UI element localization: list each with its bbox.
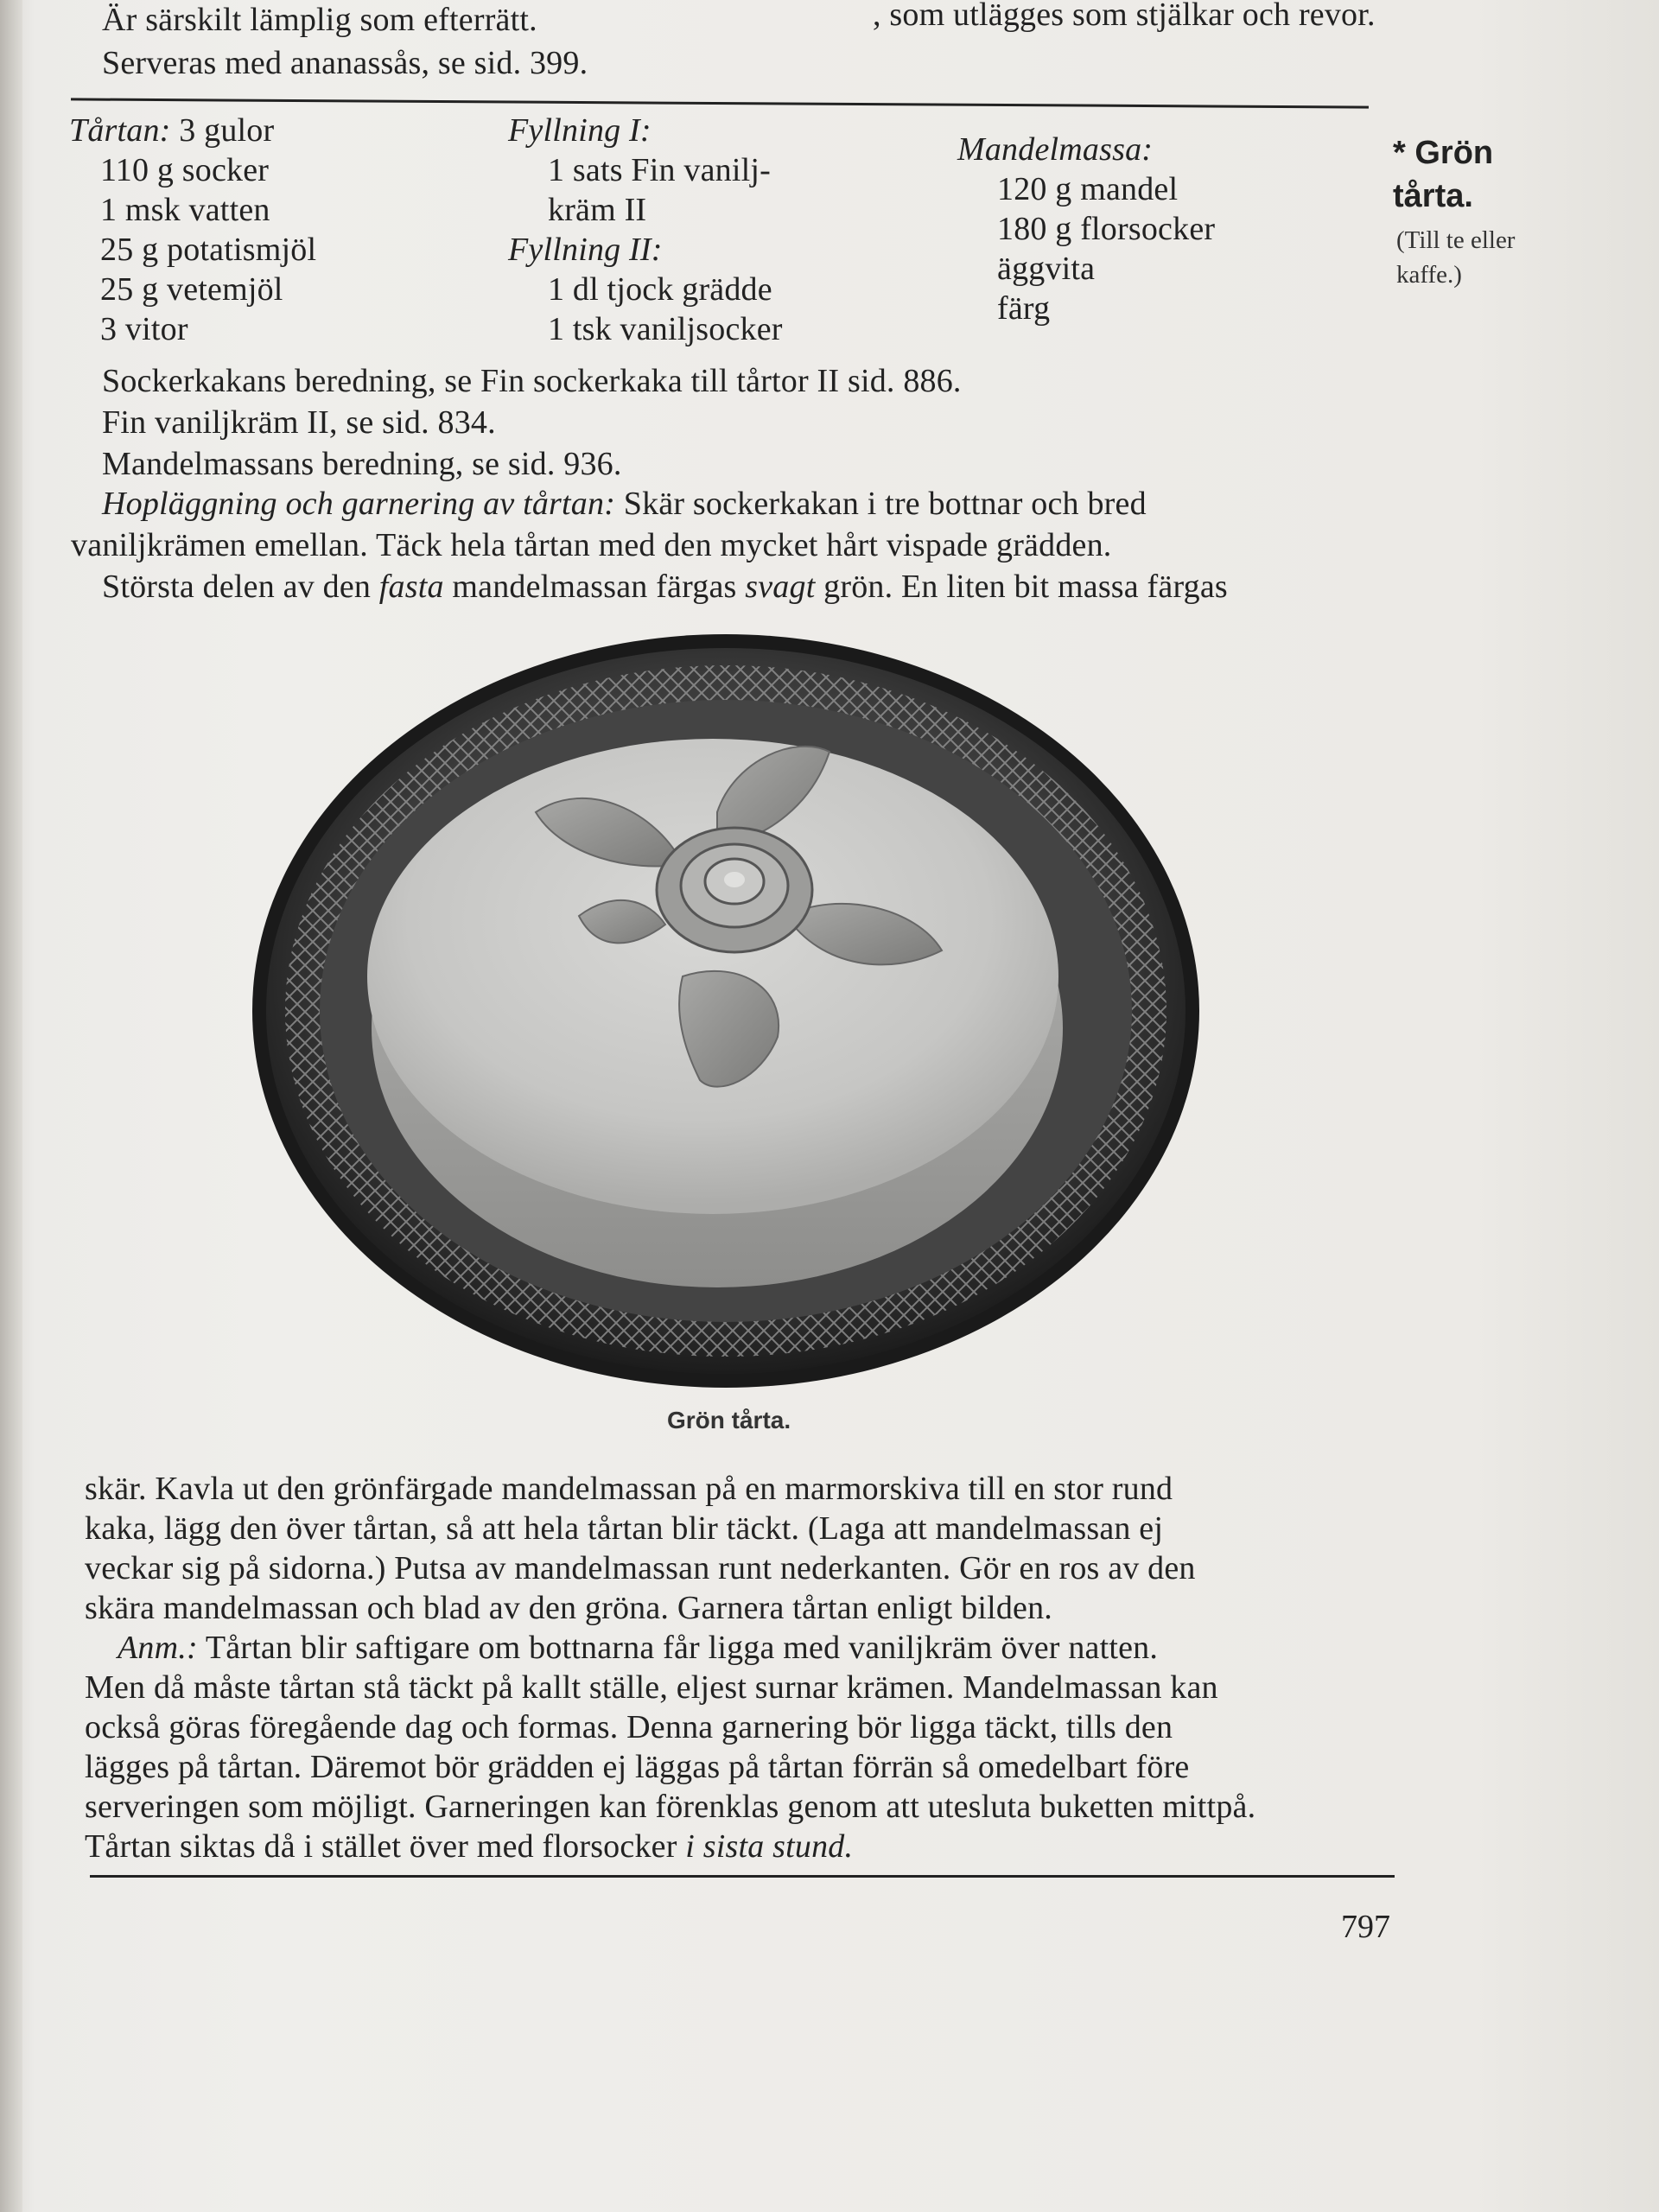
page-number: 797 xyxy=(1341,1909,1390,1945)
tartan-item: 1 msk vatten xyxy=(100,192,270,228)
cake-photo xyxy=(251,631,1210,1391)
mandelmassa-item: 180 g florsocker xyxy=(997,211,1216,247)
assembly-line-1-rest: Skär sockerkakan i tre bottnar och bred xyxy=(615,486,1147,522)
top-line-2: Serveras med ananassås, se sid. 399. xyxy=(102,45,588,81)
tartan-item: 25 g potatismjöl xyxy=(100,232,317,268)
recipe-subtitle xyxy=(1396,223,1515,292)
fyllning2-item: 1 tsk vaniljsocker xyxy=(548,311,783,347)
assembly-text: Största delen av den xyxy=(102,569,379,605)
recipe-title xyxy=(1393,131,1493,218)
top-line-1-right: , som utlägges som stjälkar och revor. xyxy=(873,0,1376,33)
fyllning2-item: 1 dl tjock grädde xyxy=(548,271,772,308)
mandelmassa-item: 120 g mandel xyxy=(997,171,1179,207)
ingredients-tartan xyxy=(69,111,316,349)
reference-line: Fin vaniljkräm II, se sid. 834. xyxy=(102,404,496,441)
note-line: också göras föregående dag och formas. Denna garnering bör ligga täckt, tills den xyxy=(85,1709,1173,1745)
note-label: Anm.: xyxy=(118,1630,198,1666)
photo-caption: Grön tårta. xyxy=(667,1407,791,1433)
ingredients-mandelmassa xyxy=(957,130,1215,328)
tartan-first: 3 gulor xyxy=(179,112,275,149)
note-last-line xyxy=(85,1827,853,1866)
recipe-subtitle-line-2: kaffe.) xyxy=(1396,261,1462,289)
ingredients-fyllning xyxy=(508,111,783,349)
reference-line: Mandelmassans beredning, se sid. 936. xyxy=(102,446,622,482)
note-line: serveringen som möjligt. Garneringen kan förenklas genom att utesluta buketten mittpå. xyxy=(85,1789,1256,1825)
mandelmassa-label: Mandelmassa: xyxy=(957,131,1154,168)
assembly-line-3 xyxy=(102,567,1228,607)
continued-line: veckar sig på sidorna.) Putsa av mandelmassan runt nederkanten. Gör en ros av den xyxy=(85,1550,1196,1586)
mandelmassa-item: färg xyxy=(997,290,1051,327)
top-line-1-left: Är särskilt lämplig som efterrätt. xyxy=(102,2,537,38)
note-line-1 xyxy=(118,1628,1158,1668)
assembly-label: Hopläggning och garnering av tårtan: xyxy=(102,486,616,522)
rose-highlight xyxy=(724,872,745,887)
fyllning1-item: 1 sats Fin vanilj- xyxy=(548,152,771,188)
fyllning1-label: Fyllning I: xyxy=(508,112,652,149)
note-last-text: Tårtan siktas då i stället över med florsocker xyxy=(85,1828,686,1865)
recipe-title-line-1: * Grön xyxy=(1393,135,1494,171)
note-last-emphasis: i sista stund. xyxy=(685,1828,854,1865)
tartan-item: 25 g vetemjöl xyxy=(100,271,283,308)
assembly-text: mandelmassan färgas xyxy=(443,569,746,605)
recipe-title-line-2: tårta. xyxy=(1393,178,1473,214)
book-gutter xyxy=(0,0,22,2212)
assembly-emphasis: fasta xyxy=(378,569,444,605)
fyllning1-item: kräm II xyxy=(548,192,647,228)
assembly-line-1 xyxy=(102,484,1147,524)
reference-line: Sockerkakans beredning, se Fin sockerkaka till tårtor II sid. 886. xyxy=(102,363,962,399)
tartan-item: 3 vitor xyxy=(100,311,188,347)
mandelmassa-item: äggvita xyxy=(997,251,1096,287)
tartan-label: Tårtan: xyxy=(69,112,171,149)
note-line: Men då måste tårtan stå täckt på kallt ställe, eljest surnar krämen. Mandelmassan kan xyxy=(85,1669,1218,1706)
continued-line: kaka, lägg den över tårtan, så att hela tårtan blir täckt. (Laga att mandelmassan ej xyxy=(85,1510,1164,1547)
note-line: lägges på tårtan. Däremot bör grädden ej läggas på tårtan förrän så omedelbart före xyxy=(85,1749,1190,1785)
continued-line: skär. Kavla ut den grönfärgade mandelmassan på en marmorskiva till en stor rund xyxy=(85,1471,1173,1507)
assembly-emphasis: svagt xyxy=(745,569,816,605)
assembly-line-2: vaniljkrämen emellan. Täck hela tårtan med den mycket hårt vispade grädden. xyxy=(71,527,1112,563)
note-line-1-rest: Tårtan blir saftigare om bottnarna får ligga med vaniljkräm över natten. xyxy=(197,1630,1159,1666)
tartan-item: 110 g socker xyxy=(100,152,270,188)
fyllning2-label: Fyllning II: xyxy=(508,232,663,268)
assembly-text: grön. En liten bit massa färgas xyxy=(815,569,1228,605)
continued-line: skära mandelmassan och blad av den gröna. Garnera tårtan enligt bilden. xyxy=(85,1590,1053,1626)
bottom-rule xyxy=(90,1875,1395,1878)
recipe-subtitle-line-1: (Till te eller xyxy=(1396,226,1516,254)
